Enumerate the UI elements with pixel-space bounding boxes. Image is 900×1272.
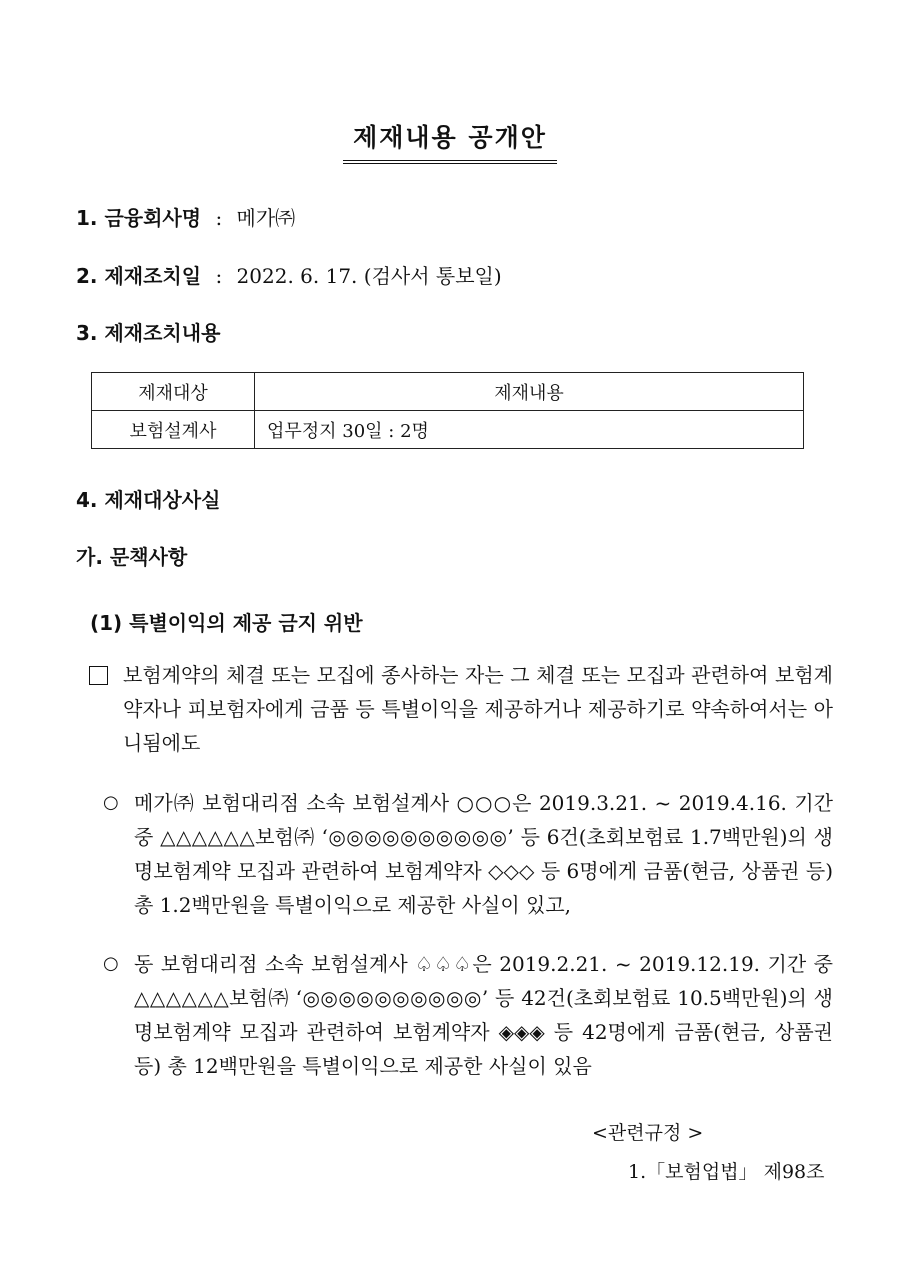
date-sep: : xyxy=(215,264,223,288)
bullet-paragraph-2: 동 보험대리점 소속 보험설계사 ♤♤♤은 2019.2.21. ~ 2019.12.19. 기간 중 △△△△△△보험㈜ ‘◎◎◎◎◎◎◎◎◎◎’ 등 42건(초회보험료 10.5백만원)의 생명보험계약 모집과 관련하여 보험계약자 ◈◈◈ 등 42명에게 금품(현금, 상품권 등) 총 12백만원을 특별이익으로 제공한 사실이 있음 xyxy=(134,952,833,1078)
title-container xyxy=(0,118,900,164)
sub-a-line xyxy=(76,541,187,570)
bullet-paragraph-1: 메가㈜ 보험대리점 소속 보험설계사 ○○○은 2019.3.21. ~ 2019.4.16. 기간 중 △△△△△△보험㈜ ‘◎◎◎◎◎◎◎◎◎◎’ 등 6건(초회보험료 1.7백만원)의 생명보험계약 모집과 관련하여 보험계약자 ◇◇◇ 등 6명에게 금품(현금, 상품권 등) 총 1.2백만원을 특별이익으로 제공한 사실이 있고, xyxy=(134,791,833,917)
bullet-mark-1: ○ xyxy=(103,792,119,813)
sub-1-line xyxy=(90,607,363,636)
company-line xyxy=(76,202,295,231)
table-header-target: 제재대상 xyxy=(92,373,255,411)
box-paragraph: 보험계약의 체결 또는 모집에 종사하는 자는 그 체결 또는 모집과 관련하여 보험계약자나 피보험자에게 금품 등 특별이익을 제공하거나 제공하기로 약속하여서는 아니됨에도 xyxy=(123,663,833,755)
sub-a-label: 가. 문책사항 xyxy=(76,545,188,569)
table-row xyxy=(92,411,804,449)
table-cell-target: 보험설계사 xyxy=(92,411,255,449)
section4-line xyxy=(76,484,220,513)
checkbox-square-icon xyxy=(89,666,108,685)
table-cell-content: 업무정지 30일 : 2명 xyxy=(255,411,804,449)
page-title: 제재내용 공개안 xyxy=(343,118,557,164)
company-label: 1. 금융회사명 xyxy=(76,206,202,230)
sanction-table xyxy=(91,372,804,449)
company-value: 메가㈜ xyxy=(236,206,296,230)
date-value: 2022. 6. 17. (검사서 통보일) xyxy=(236,264,502,288)
bullet-mark-2: ○ xyxy=(103,953,119,974)
regulation-heading: <관련규정 > xyxy=(592,1122,704,1144)
table-header-row xyxy=(92,373,804,411)
table-header-content: 제재내용 xyxy=(255,373,804,411)
regulation-item: 1.「보험업법」 제98조 xyxy=(628,1161,825,1183)
date-line xyxy=(76,260,502,289)
action-label: 3. 제재조치내용 xyxy=(76,321,221,345)
action-line xyxy=(76,317,220,346)
company-sep: : xyxy=(215,206,223,230)
date-label: 2. 제재조치일 xyxy=(76,264,202,288)
section4-label: 4. 제재대상사실 xyxy=(76,488,221,512)
sub-1-label: (1) 특별이익의 제공 금지 위반 xyxy=(90,611,363,635)
